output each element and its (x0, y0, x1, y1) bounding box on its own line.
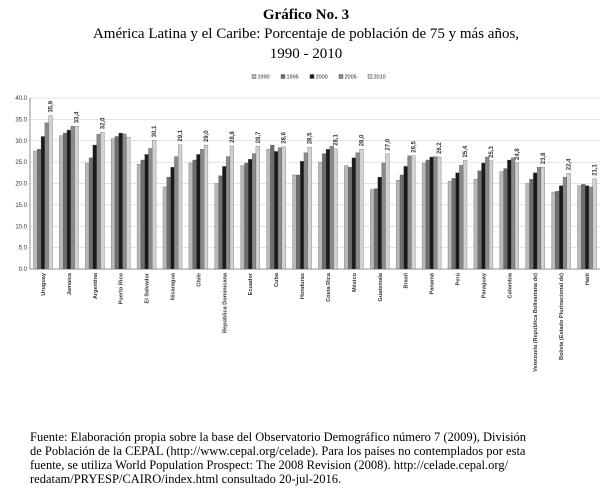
source-line: de Población de la CEPAL (http://www.cepal.org/celade). Para los países no contemplados por esta (30, 444, 526, 458)
bar (230, 146, 234, 269)
source-line: Fuente: Elaboración propia sobre la base del Observatorio Demográfico número 7 (2009), División (30, 430, 527, 444)
bar (500, 172, 504, 269)
bar (433, 157, 437, 269)
bar (167, 177, 171, 269)
chart-title: América Latina y el Caribe: Porcentaje de población de 75 y más años, (92, 26, 520, 42)
bar (352, 158, 356, 269)
data-label: 26,5 (411, 141, 418, 153)
x-tick-label: Nicaragua (170, 273, 177, 301)
bar (226, 157, 230, 269)
bar (378, 177, 382, 269)
bar (178, 145, 182, 269)
bar (430, 157, 434, 269)
data-label: 33,4 (74, 111, 81, 124)
bar (97, 134, 101, 269)
bar (385, 154, 389, 269)
bar (456, 173, 460, 269)
bar (274, 151, 278, 269)
bar (300, 161, 304, 269)
x-tick-label: Uruguay (40, 273, 47, 296)
bar (296, 175, 300, 269)
chart-header (0, 6, 612, 64)
bar (396, 180, 400, 269)
bar (163, 187, 167, 269)
bar (334, 149, 338, 269)
legend-swatch (339, 75, 343, 79)
bar (126, 137, 130, 269)
bar (533, 173, 537, 269)
data-label: 21,1 (592, 164, 599, 176)
y-tick-label: 30.0 (15, 138, 27, 145)
data-label: 28,0 (359, 134, 366, 147)
bar (111, 139, 115, 269)
x-tick-label: Haití (585, 273, 592, 286)
data-label: 22,4 (566, 158, 573, 171)
bar (219, 176, 223, 269)
bar (463, 160, 467, 269)
bar (482, 163, 486, 269)
data-label: 28,8 (229, 131, 236, 143)
bar-chart (0, 68, 612, 418)
bar (71, 126, 75, 269)
legend-label: 2005 (344, 74, 357, 81)
data-label: 35,9 (48, 100, 55, 113)
figure-label: Gráfico No. 3 (262, 7, 350, 23)
x-tick-label: Puerto Rico (118, 273, 125, 305)
bar (563, 177, 567, 269)
bar (541, 167, 545, 269)
data-label: 25,3 (489, 146, 496, 158)
bar (515, 163, 519, 269)
bar (278, 148, 282, 269)
bar (67, 130, 71, 269)
bar (75, 126, 79, 269)
bar (485, 157, 489, 269)
bar (267, 149, 271, 269)
data-label: 24,8 (514, 148, 521, 160)
data-label: 25,4 (463, 145, 470, 158)
bar (478, 171, 482, 269)
bar (411, 156, 415, 269)
bar (85, 163, 89, 269)
bar (200, 149, 204, 269)
bar (174, 157, 178, 269)
data-label: 28,1 (333, 134, 340, 146)
bar (404, 166, 408, 269)
bar (256, 146, 260, 269)
bar (504, 169, 508, 269)
bar (589, 187, 593, 269)
source-line: redatam/PRYESP/CAIRO/index.html consultado 20-jul-2016. (30, 472, 342, 486)
bar (344, 166, 348, 269)
bar (270, 145, 274, 269)
bar (426, 160, 430, 269)
bar (422, 163, 426, 269)
data-label: 29,1 (178, 129, 185, 142)
legend-swatch (252, 75, 256, 79)
bar (89, 158, 93, 269)
y-tick-label: 10.0 (15, 224, 27, 231)
legend-label: 1995 (286, 74, 299, 81)
legend-swatch (368, 75, 372, 79)
x-tick-label: Venezuela (República Bolivariana de) (533, 273, 540, 372)
bar (322, 154, 326, 269)
bar (559, 186, 563, 269)
bar (382, 163, 386, 269)
bar (100, 132, 104, 269)
bar (507, 160, 511, 269)
bar (193, 160, 197, 269)
bar (222, 166, 226, 269)
bar (526, 184, 530, 270)
bar (171, 167, 175, 269)
x-tick-label: El Salvador (144, 273, 151, 304)
bar (330, 146, 334, 269)
x-tick-label: Jamaica (66, 273, 73, 296)
legend-label: 2010 (373, 74, 386, 81)
x-tick-label: Perú (455, 273, 462, 286)
bar (474, 179, 478, 269)
bar (489, 161, 493, 269)
source-line: fuente, se utiliza World Population Prospect: The 2008 Revision (2008). http://celade.cepal.org/ (30, 458, 509, 472)
data-label: 23,8 (540, 152, 547, 165)
y-tick-label: 35.0 (15, 117, 27, 124)
x-tick-label: Chile (196, 273, 203, 287)
bar (304, 153, 308, 269)
bar (41, 136, 45, 269)
x-tick-label: Brasil (403, 273, 410, 289)
bar (530, 179, 534, 269)
x-tick-label: Ecuador (248, 273, 255, 296)
bar (537, 167, 541, 269)
bar (115, 136, 119, 269)
bar (145, 154, 149, 269)
x-tick-label: Honduras (300, 273, 307, 300)
legend-swatch (281, 75, 285, 79)
data-label: 30,1 (152, 125, 159, 138)
bar (93, 145, 97, 269)
legend-swatch (310, 75, 314, 79)
bar (293, 175, 297, 269)
bar (123, 134, 127, 269)
x-tick-label: Guatemala (377, 273, 384, 302)
x-tick-label: República Dominicana (222, 273, 229, 333)
x-tick-label: Colombia (507, 273, 514, 299)
y-tick-label: 15.0 (15, 202, 27, 209)
data-label: 32,0 (100, 117, 107, 130)
bar (578, 186, 582, 269)
bar (360, 149, 364, 269)
data-label: 28,7 (255, 131, 262, 144)
x-tick-label: México (351, 273, 358, 292)
bar (119, 133, 123, 269)
bar (511, 158, 515, 269)
y-tick-label: 20.0 (15, 181, 27, 188)
bar (282, 147, 286, 269)
bar (356, 153, 360, 269)
bar (370, 189, 374, 269)
bar (241, 166, 245, 269)
bar (308, 147, 312, 269)
bar (152, 140, 156, 269)
bar (248, 159, 252, 269)
bar (326, 149, 330, 269)
bar (552, 192, 556, 269)
x-tick-label: Panamá (429, 273, 436, 295)
bar (197, 154, 201, 269)
data-label: 28,6 (281, 132, 288, 144)
bar (137, 164, 141, 269)
bar (408, 156, 412, 269)
bar (49, 116, 53, 269)
bar (252, 154, 256, 269)
bar (374, 189, 378, 269)
bar (33, 151, 37, 269)
bar (567, 173, 571, 269)
bar (400, 175, 404, 269)
x-tick-label: Costa Rica (325, 273, 332, 302)
bar (593, 179, 597, 269)
data-label: 27,0 (385, 138, 392, 151)
bar (215, 184, 219, 270)
bar (59, 136, 63, 269)
legend-label: 2000 (315, 74, 328, 81)
x-tick-label: Paraguay (481, 273, 488, 299)
bar (204, 145, 208, 269)
bar (37, 149, 41, 269)
data-label: 29,0 (204, 130, 211, 143)
chart-period: 1990 - 2010 (269, 46, 343, 62)
bar (45, 123, 49, 269)
x-tick-label: Argentina (92, 273, 99, 300)
x-tick-label: Bolivia (Estado Plurinacional de) (559, 273, 566, 361)
bar (555, 191, 559, 269)
bar (581, 184, 585, 269)
y-tick-label: 0.0 (18, 267, 27, 273)
x-tick-label: Cuba (274, 273, 281, 287)
bar (63, 133, 67, 269)
y-tick-label: 40.0 (15, 96, 27, 102)
bar (437, 157, 441, 269)
y-tick-label: 5.0 (18, 245, 27, 252)
y-tick-label: 25.0 (15, 160, 27, 167)
bar (348, 167, 352, 269)
bar (189, 163, 193, 269)
data-label: 26,2 (437, 142, 444, 154)
source-note (30, 430, 585, 486)
bar (141, 160, 145, 269)
data-label: 28,5 (307, 132, 314, 145)
bar (318, 162, 322, 269)
bar (585, 186, 589, 269)
bar (148, 148, 152, 269)
bar (448, 181, 452, 269)
legend-label: 1990 (257, 74, 270, 81)
bar (452, 178, 456, 269)
bar (245, 163, 249, 269)
bar (459, 165, 463, 269)
